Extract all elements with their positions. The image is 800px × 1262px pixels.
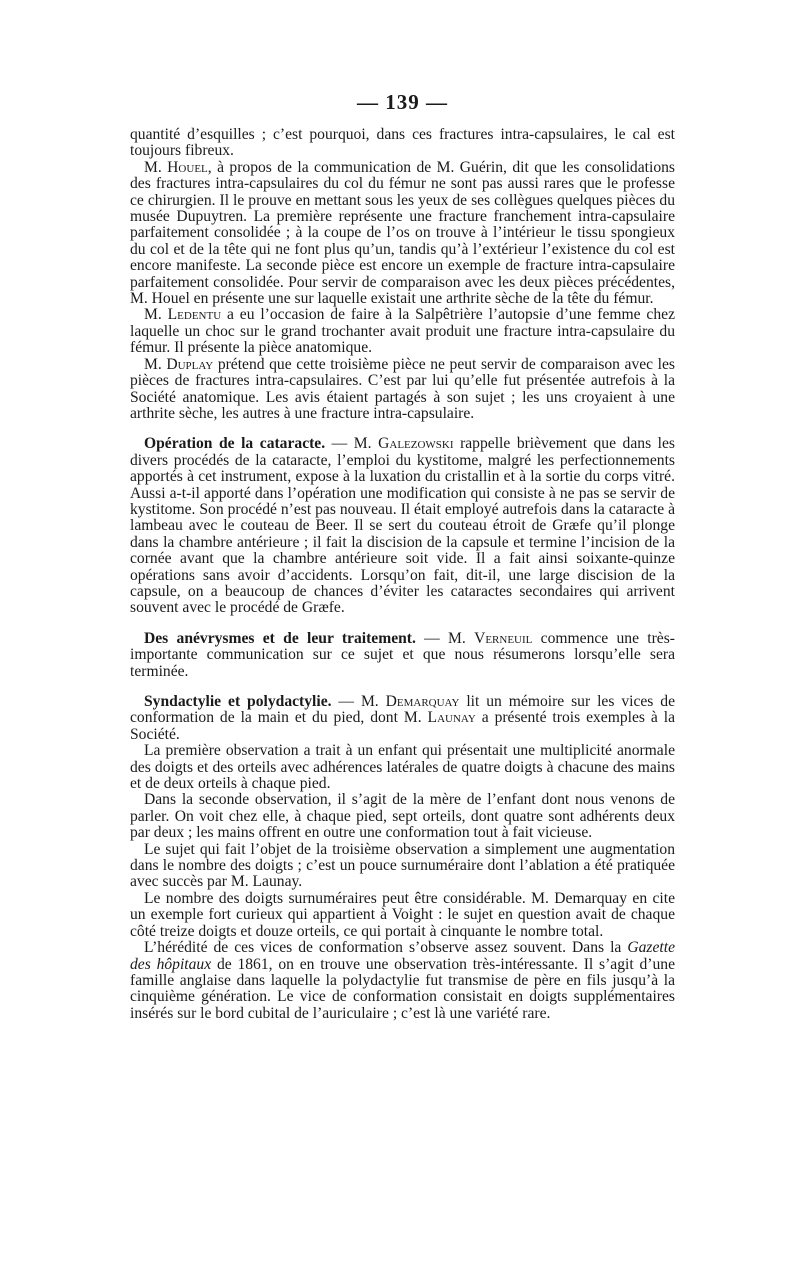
paragraph-text: a présenté trois exemples à la Société. — [130, 709, 675, 743]
paragraph-number-fingers: Le nombre des doigts surnuméraires peut être considérable. M. Demarquay en cite un exemple fort curieux qui appartient à Voight : le sujet en question avait de chaque côté treize doigts et douze orteils, ce qui portait à cinquante le nombre total. — [130, 889, 675, 940]
dash: — M. — [415, 629, 475, 647]
paragraph-text: de 1861, on en trouve une observation très-intéressante. Il s’agit d’une famille anglaise dans laquelle la polydactylie fut transmise de père en fils jusqu’à la cinquième génération. Le vice de conformation consistait en doigts supplémentaires insérés sur le bord cubital de l’auriculaire ; c’est là une variété rare. — [130, 955, 675, 1022]
paragraph-text: , à propos de la communication de M. Guérin, dit que les consolidations des fractures intra-capsulaires du col du fémur ne sont pas aussi rares que le professe ce chirurgien. Il le prouve en mettant sous les yeux de ses collègues quelques pièces du musée Dupuytren. La première représente une fracture franchement intra-capsulaire parfaitement consolidée ; à la coupe de l’os on trouve à l’intérieur le tissu spongieux du col et de la tête qui ne font plus qu’un, tandis qu’à l’extérieur l’existence du col est encore manifeste. La seconde pièce est encore un exemple de fracture intra-capsulaire parfaitement consolidée. Pour servir de comparaison avec les deux pièces précédentes, M. Houel en présente une sur laquelle existait une arthrite sèche de la tête du fémur. — [130, 158, 675, 308]
paragraph-text: L’hérédité de ces vices de conformation s’observe assez souvent. Dans la — [144, 939, 628, 957]
prefix: M. — [144, 158, 168, 176]
section-syndactylie — [130, 694, 675, 743]
paragraph-continued: quantité d’esquilles ; c’est pourquoi, dans ces fractures intra-capsulaires, le cal est toujours fibreux. — [130, 126, 675, 160]
speaker-name: Verneuil — [474, 629, 533, 647]
prefix: M. — [144, 306, 168, 324]
paragraph-observation-1: La première observation a trait à un enfant qui présentait une multiplicité anormale des doigts et des orteils avec adhérences latérales de quatre doigts à chacune des mains et de deux orteils à chaque pied. — [130, 742, 675, 793]
paragraph-duplay — [130, 357, 675, 423]
page-number: — 139 — — [357, 90, 448, 114]
prefix: M. — [144, 355, 167, 373]
paragraph-heredity — [130, 940, 675, 1022]
speaker-name: Duplay — [166, 355, 214, 373]
paragraph-text: rappelle brièvement que dans les divers procédés de la cataracte, l’emploi du kystitome, malgré les perfectionnements apportés à cet instrument, expose à la luxation du cristallin et à la sortie du corps vitré. Aussi a-t-il apporté dans l’opération une modification qui consiste à ne pas se servir de kystitome. Son procédé n’est pas nouveau. Il était employé autrefois dans la cataracte à lambeau avec le couteau de Beer. Il se sert du couteau étroit de Græfe qu’il plonge dans la chambre antérieure ; il fait la discision de la capsule et termine l’incision de la cornée avant que la chambre antérieure soit vide. Il a fait ainsi soixante-quinze opérations sans avoir d’accidents. Lorsqu’on fait, dit-il, une large discision de la capsule, on a beaucoup de chances d’éviter les cataractes secondaires qui arrivent souvent avec le procédé de Græfe. — [130, 435, 675, 617]
journal-title: Gazette des hôpitaux — [130, 939, 675, 973]
speaker-name: Demarquay — [385, 693, 460, 710]
dash: — M. — [325, 435, 379, 453]
dash: — M. — [331, 693, 386, 710]
paragraph-houel — [130, 160, 675, 308]
speaker-name: Ledentu — [167, 306, 222, 324]
section-heading: Des anévrysmes et de leur traitement. — [144, 629, 416, 647]
speaker-name: Galezowski — [378, 435, 454, 453]
paragraph-observation-2: Dans la seconde observation, il s’agit de la mère de l’enfant dont nous venons de parler. On voit chez elle, à chaque pied, sept orteils, dont quatre sont adhérents deux par deux ; les mains offrent en outre une conformation tout à fait vicieuse. — [130, 791, 675, 842]
paragraph-text: a eu l’occasion de faire à la Salpêtrière l’autopsie d’une femme chez laquelle un choc sur le grand trochanter avait produit une fracture intra-capsulaire du fémur. Il présente la pièce anatomique. — [130, 306, 675, 357]
paragraph-text: lit un mémoire sur les vices de conformation de la main et du pied, dont M. — [130, 693, 675, 727]
section-heading: Opération de la cataracte. — [144, 435, 326, 453]
section-anevrysmes — [130, 631, 675, 680]
section-cataracte — [130, 436, 675, 616]
paragraph-ledentu — [130, 307, 675, 356]
speaker-name: Houel — [167, 158, 208, 176]
person-name: Launay — [427, 709, 476, 727]
paragraph-text: prétend que cette troisième pièce ne peut servir de comparaison avec les pièces de fractures intra-capsulaires. C’est par lui qu’elle fut présentée autrefois à la Société anatomique. Les avis étaient partagés à son sujet ; les uns croyaient à une arthrite sèche, les autres à une fracture intra-capsulaire. — [130, 355, 675, 422]
paragraph-observation-3: Le sujet qui fait l’objet de la troisième observation a simplement une augmentation dans le nombre des doigts ; c’est un pouce surnuméraire dont l’ablation a été pratiquée avec succès par M. Launay. — [130, 840, 675, 891]
paragraph-text: commence une très-importante communication sur ce sujet et que nous résumerons lorsqu’elle sera terminée. — [130, 629, 675, 680]
section-heading: Syndactylie et polydactylie. — [144, 693, 332, 710]
